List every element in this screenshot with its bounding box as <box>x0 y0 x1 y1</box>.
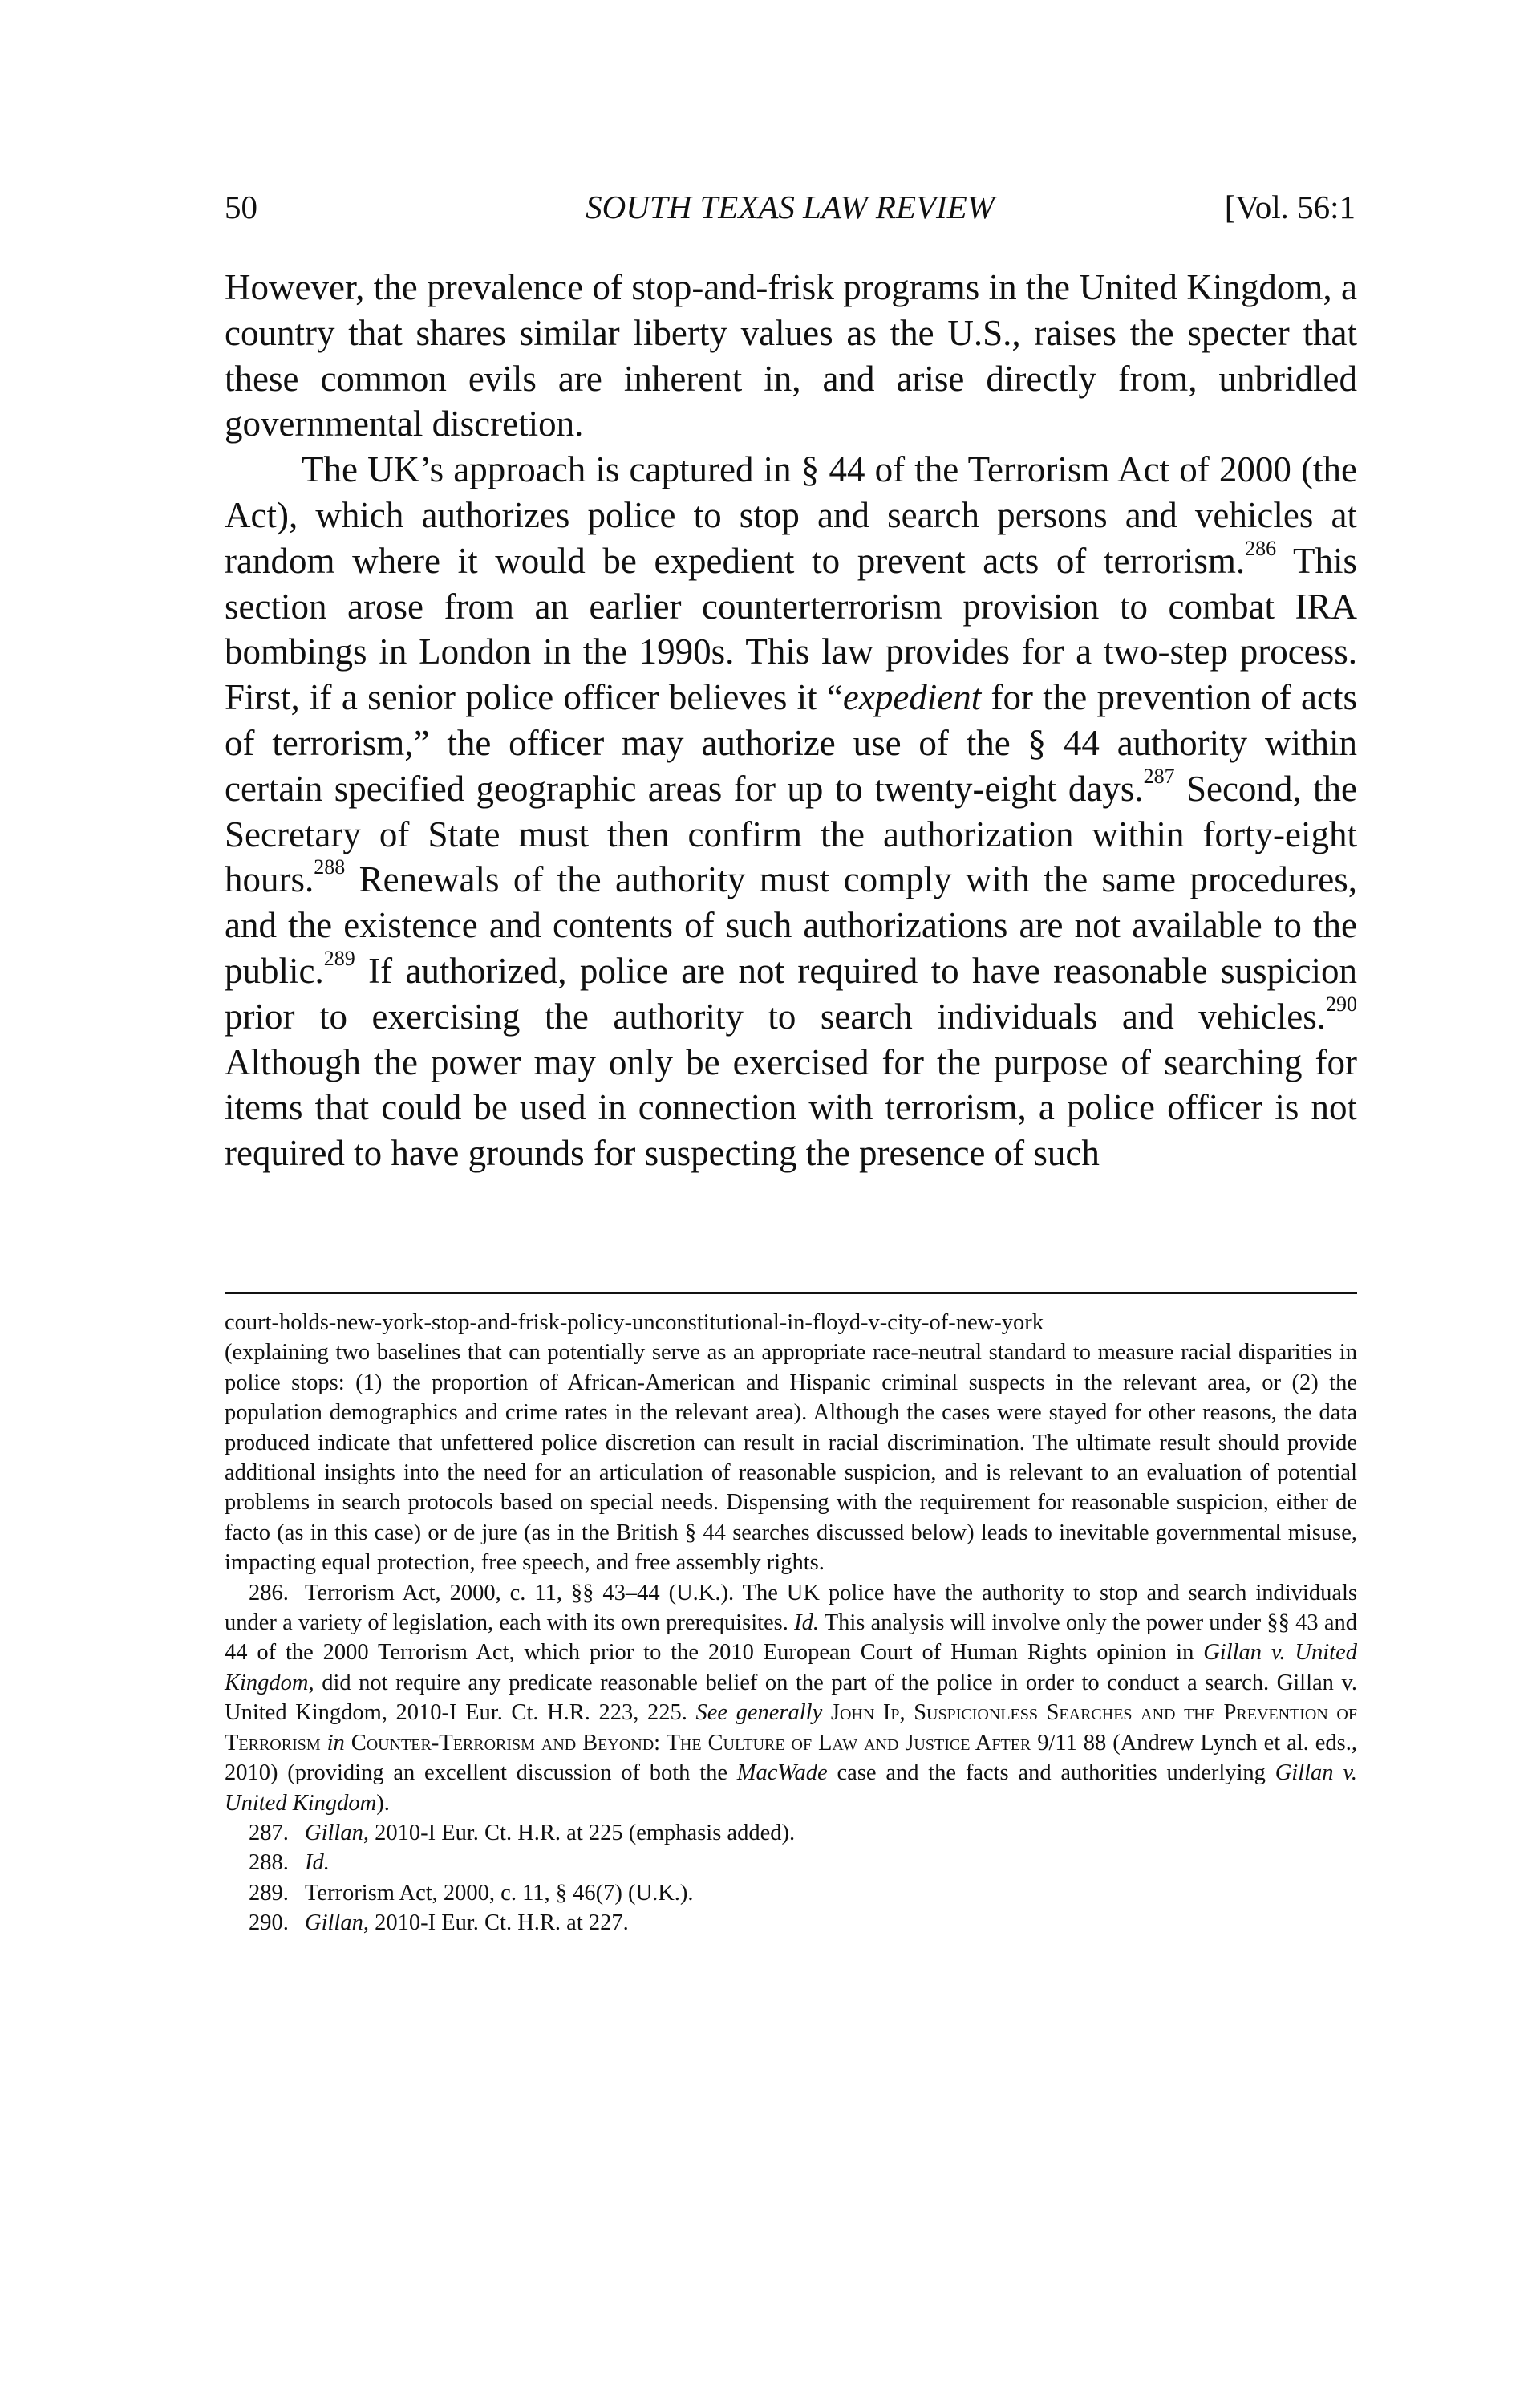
footnote-ref-286[interactable]: 286 <box>1245 536 1277 560</box>
footnote-text: Terrorism Act, 2000, c. 11, §§ 43–44 (U.K.). The UK police have the authority to stop and search individuals under a variety of legislation, each with its own prerequisites. <box>225 1580 1357 1636</box>
footnote-case-name: Gillan <box>305 1910 363 1936</box>
paragraph-1: However, the prevalence of stop-and-frisk programs in the United Kingdom, a country that shares similar liberty values as the U.S., raises the specter that these common evils are inherent in, and arise directly from, unbridled governmental discretion. <box>225 267 1357 444</box>
volume-label: [Vol. 56:1 <box>1224 189 1356 225</box>
footnote-continued-text: (explaining two baselines that can potentially serve as an appropriate race-neutral standard to measure racial disparities in police stops: (1) the proportion of African-American and Hispanic criminal suspects in the relevant area, or (2) the population demographics and crime rates in the relevant area). Although the cases were stayed for other reasons, the data produced indicate that unfettered police discretion can result in racial discrimination. The ultimate result should provide additional insights into the need for an articulation of reasonable suspicion, and is relevant to an evaluation of potential problems in search protocols based on special needs. Dispensing with the requirement for reasonable suspicion, either de facto (as in this case) or de jure (as in the British § 44 searches discussed below) leads to inevitable governmental misuse, impacting equal protection, free speech, and free assembly rights. <box>225 1340 1357 1576</box>
footnote-288 <box>225 1848 1357 1877</box>
p2-sentence-4: Second, the Secretary of State must then confirm the authorization within forty-eight hours. <box>225 768 1357 900</box>
footnote-text: ). <box>376 1790 390 1816</box>
footnote-case-name: Gillan v. United Kingdom <box>225 1640 1357 1695</box>
running-header <box>225 183 1356 231</box>
p2-sentence-2: This section arose from an earlier counterterrorism provision to combat IRA bombings in London in the 1990s. This law provides for a two-step process. First, if a senior police officer believes it “ <box>225 540 1357 718</box>
main-text <box>225 265 1357 1176</box>
footnote-289 <box>225 1878 1357 1908</box>
footnote-ref-287[interactable]: 287 <box>1143 764 1175 788</box>
footnote-in-signal: in <box>326 1730 345 1756</box>
journal-title-text: SOUTH TEXAS LAW REVIEW <box>586 189 995 225</box>
footnote-text: This analysis will involve only the power under §§ 43 and 44 of the 2000 Terrorism Act, which prior to the 2010 European Court of Human Rights opinion in <box>225 1610 1357 1666</box>
page-number: 50 <box>225 189 257 225</box>
footnote-author-title: John Ip, Suspicionless Searches and the Prevention of Terrorism <box>225 1700 1357 1756</box>
footnote-286 <box>225 1578 1357 1818</box>
footnote-ref-289[interactable]: 289 <box>323 946 355 970</box>
footnote-ref-290[interactable]: 290 <box>1326 992 1357 1016</box>
p2-sentence-6: If authorized, police are not required to have reasonable suspicion prior to exercising the authority to search individuals and vehicles. <box>225 950 1357 1037</box>
journal-title <box>225 183 1356 231</box>
footnotes <box>225 1308 1357 1938</box>
p2-sentence-1: The UK’s approach is captured in § 44 of the Terrorism Act of 2000 (the Act), which authorizes police to stop and search persons and vehicles at random where it would be expedient to prevent acts of terrorism. <box>225 449 1357 581</box>
footnote-divider <box>225 1292 1357 1294</box>
footnote-case-name: MacWade <box>736 1760 828 1786</box>
footnote-number: 289. <box>249 1880 289 1906</box>
footnote-see-signal: See generally <box>695 1700 823 1726</box>
footnote-id-signal: Id. <box>794 1610 819 1636</box>
p2-sentence-7: Although the power may only be exercised for the purpose of searching for items that could be used in connection with terrorism, a police officer is not required to have grounds for suspecting the presence of such <box>225 1041 1357 1174</box>
paragraph-2 <box>225 447 1357 1176</box>
footnote-case-name: Gillan <box>305 1820 363 1845</box>
footnote-book-title: Counter-Terrorism and Beyond: The Culture of Law and Justice After 9/11 <box>344 1730 1077 1756</box>
p2-sentence-5: Renewals of the authority must comply with the same procedures, and the existence and contents of such authorizations are not available to the public. <box>225 859 1357 991</box>
footnote-continued-url: court-holds-new-york-stop-and-frisk-policy-unconstitutional-in-floyd-v-city-of-new-york <box>225 1310 1044 1335</box>
footnote-number: 288. <box>249 1850 289 1876</box>
footnote-text: 88 (Andrew Lynch et al. eds., 2010) (providing an excellent discussion of both the <box>225 1730 1357 1786</box>
footnote-number: 286. <box>249 1580 289 1605</box>
footnote-text: , did not require any predicate reasonable belief on the part of the police in order to conduct a search. Gillan v. United Kingdom, 2010-I Eur. Ct. H.R. 223, 225. <box>225 1670 1357 1726</box>
emphasis-expedient: expedient <box>842 677 982 718</box>
footnote-text: , 2010-I Eur. Ct. H.R. at 225 (emphasis added). <box>363 1820 796 1845</box>
footnote-text: case and the facts and authorities underlying <box>827 1760 1275 1786</box>
p2-sentence-3: for the prevention of acts of terrorism,” the officer may authorize use of the § 44 authority within certain specified geographic areas for up to twenty-eight days. <box>225 677 1357 809</box>
footnote-ref-288[interactable]: 288 <box>314 855 346 879</box>
footnote-text: Terrorism Act, 2000, c. 11, § 46(7) (U.K.). <box>305 1880 694 1906</box>
footnote-case-name: Gillan v. United Kingdom <box>225 1760 1357 1816</box>
footnote-number: 290. <box>249 1910 289 1936</box>
footnote-text: , 2010-I Eur. Ct. H.R. at 227. <box>363 1910 629 1936</box>
footnote-287 <box>225 1818 1357 1848</box>
footnote-id-signal: Id. <box>305 1850 330 1876</box>
footnote-number: 287. <box>249 1820 289 1845</box>
footnote-290 <box>225 1908 1357 1938</box>
